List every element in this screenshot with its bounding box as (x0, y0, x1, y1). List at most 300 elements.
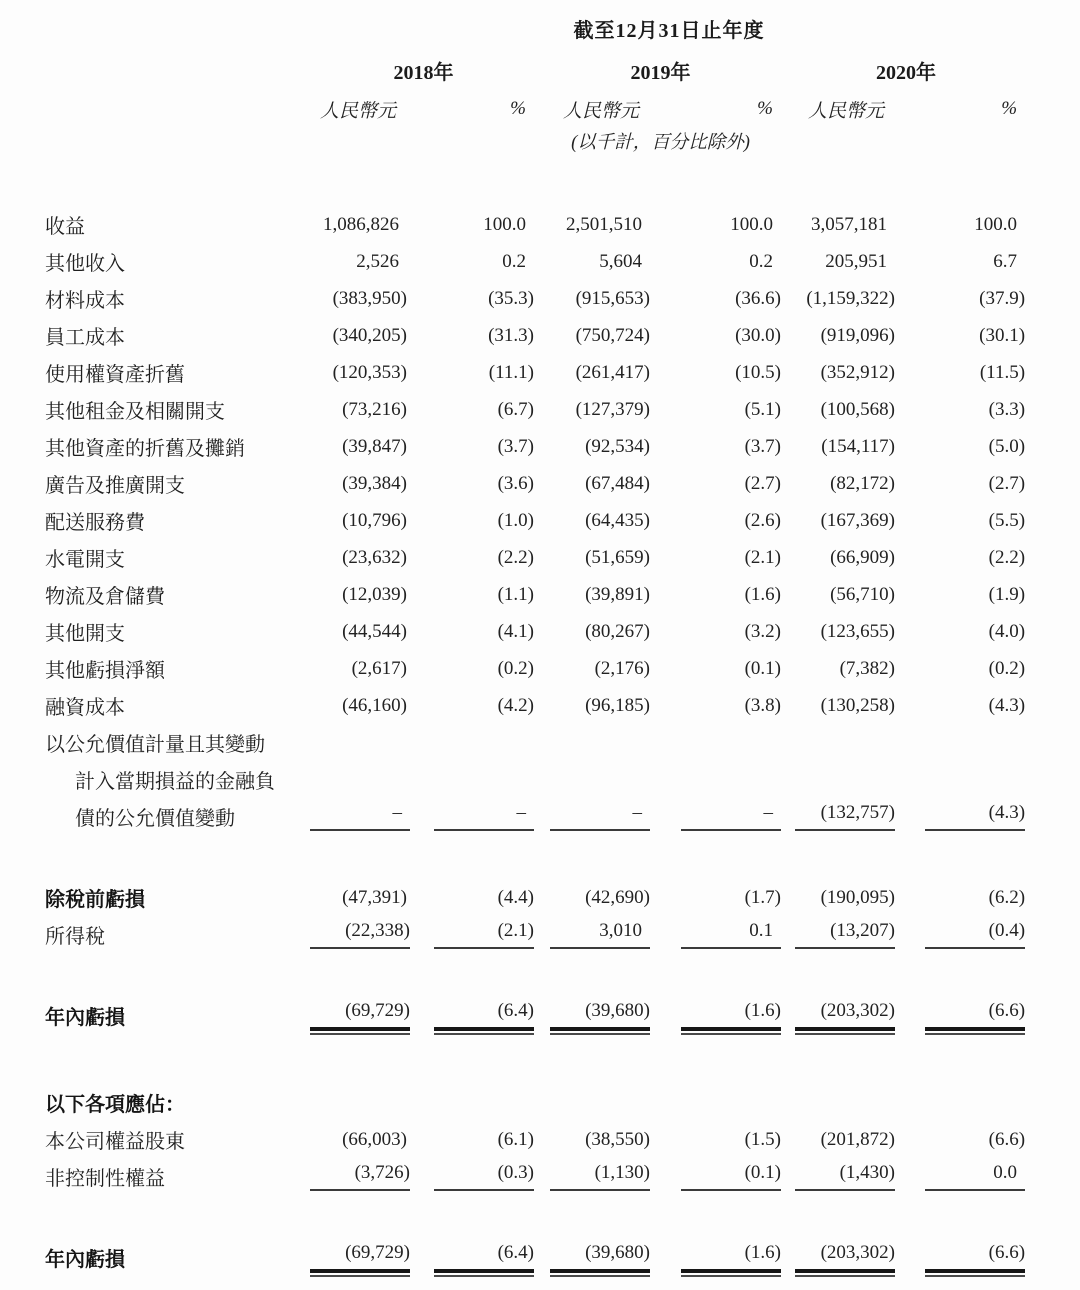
cell-value: (261,417) (575, 361, 650, 383)
double-rule (434, 1000, 534, 1031)
row-label: 材料成本 (45, 290, 125, 312)
cell-value: (1.5) (744, 1128, 781, 1150)
amount-2018-cell (310, 576, 410, 613)
cell-value: (10,796) (342, 509, 407, 531)
table-row (45, 502, 1028, 539)
pct-2020-cell (898, 539, 1028, 576)
amount-2018-cell (310, 1239, 410, 1276)
year-header-row (45, 50, 1028, 90)
amount-2020-cell (784, 1239, 898, 1276)
double-rule (681, 1242, 781, 1273)
row-label: 其他租金及相關開支 (45, 401, 225, 423)
amount-2018-cell (310, 354, 410, 391)
amount-2018-cell (310, 1084, 410, 1121)
pct-2018-cell (410, 317, 537, 354)
row-label: 其他收入 (45, 253, 125, 275)
header-spacer-cell (45, 14, 310, 50)
pct-2019-cell (653, 243, 784, 280)
amount-2020-cell (784, 354, 898, 391)
pct-2018-cell (410, 997, 537, 1034)
amount-2018-cell (310, 465, 410, 502)
amount-2019-cell (537, 687, 653, 724)
header-gap-cell (45, 158, 1028, 206)
pct-2020-cell (898, 206, 1028, 243)
pct-2018-cell (410, 539, 537, 576)
amount-2018-cell (310, 280, 410, 317)
cell-value: (2.7) (988, 472, 1026, 494)
cell-value: (38,550) (585, 1128, 650, 1150)
amount-2019-cell (537, 879, 653, 916)
row-label: 年內虧損 (45, 1007, 125, 1029)
pct-2020-cell (898, 280, 1028, 317)
amount-2020-cell (784, 391, 898, 428)
table-row (45, 428, 1028, 465)
amount-2020-cell (784, 798, 898, 835)
table-row (45, 1158, 1028, 1195)
cell-value: (6.7) (497, 398, 534, 420)
pct-2019-cell (653, 539, 784, 576)
cell-value: (190,095) (820, 886, 895, 908)
pct-2019-cell (653, 650, 784, 687)
spacer-row (45, 835, 1028, 879)
row-label: 非控制性權益 (45, 1168, 165, 1190)
pct-2018-cell (410, 576, 537, 613)
amount-2020-cell (784, 761, 898, 798)
spacer-row (45, 1195, 1028, 1239)
cell-value: (80,267) (585, 620, 650, 642)
amount-2019-cell (537, 1084, 653, 1121)
pct-2020-cell (898, 761, 1028, 798)
spacer-row (45, 1034, 1028, 1084)
double-rule (795, 1000, 895, 1031)
table-row (45, 354, 1028, 391)
cell-value: (39,891) (585, 583, 650, 605)
pct-2019-cell (653, 761, 784, 798)
single-rule (925, 802, 1025, 831)
header-spacer-cell (45, 128, 310, 158)
cell-value: (0.4) (988, 920, 1026, 941)
cell-value: (39,680) (585, 1000, 650, 1021)
cell-value: – (516, 802, 526, 823)
row-label: 以公允價值計量且其變動 (45, 734, 265, 756)
amount-2020-cell (784, 280, 898, 317)
amount-2019-cell (537, 1121, 653, 1158)
cell-value: (100,568) (820, 398, 895, 420)
pct-2019-cell (653, 576, 784, 613)
table-row (45, 997, 1028, 1034)
table-row (45, 1084, 1028, 1121)
row-label: 其他開支 (45, 623, 125, 645)
single-rule (434, 1162, 534, 1191)
single-rule (310, 802, 410, 831)
currency-header-2020: 人民幣元 (807, 100, 884, 122)
cell-value: (39,680) (585, 1242, 650, 1263)
pct-2018-cell (410, 1239, 537, 1276)
amount-2018-cell (310, 391, 410, 428)
period-header-row (45, 14, 1028, 50)
amount-2019-cell (537, 613, 653, 650)
cell-value: (2.6) (744, 509, 781, 531)
amount-2020-cell (784, 1121, 898, 1158)
cell-value: (127,379) (575, 398, 650, 420)
cell-value: (44,544) (342, 620, 407, 642)
amount-2018-cell (310, 206, 410, 243)
cell-value: 100.0 (974, 213, 1018, 235)
table-row (45, 724, 1028, 761)
header-spacer-cell (310, 128, 537, 158)
cell-value: (7,382) (839, 657, 895, 679)
pct-2018-cell (410, 280, 537, 317)
pct-2020-cell (898, 1121, 1028, 1158)
amount-2020-cell (784, 465, 898, 502)
amount-2018-cell (310, 502, 410, 539)
row-label: 配送服務費 (45, 512, 145, 534)
cell-value: 0.2 (749, 250, 773, 272)
cell-value: (1,430) (839, 1162, 895, 1183)
cell-value: (30.0) (735, 324, 781, 346)
row-label: 其他虧損淨額 (45, 660, 165, 682)
cell-value: (3.8) (744, 694, 781, 716)
single-rule (795, 802, 895, 831)
amount-2020-cell (784, 1084, 898, 1121)
cell-value: (42,690) (585, 886, 650, 908)
cell-value: (36.6) (735, 287, 781, 309)
pct-2020-cell (898, 1084, 1028, 1121)
cell-value: 3,057,181 (811, 213, 887, 235)
row-label: 所得稅 (45, 926, 105, 948)
pct-2018-cell (410, 1158, 537, 1195)
cell-value: (4.1) (497, 620, 534, 642)
amount-2019-cell (537, 280, 653, 317)
amount-2020-cell (784, 428, 898, 465)
cell-value: (1,159,322) (806, 287, 895, 309)
amount-2019-cell (537, 916, 653, 953)
cell-value: (130,258) (820, 694, 895, 716)
amount-2018-cell (310, 650, 410, 687)
pct-2019-cell (653, 317, 784, 354)
cell-value: (1.9) (988, 583, 1026, 605)
amount-2019-cell (537, 798, 653, 835)
spacer-cell (45, 953, 1028, 997)
currency-header-2018: 人民幣元 (319, 100, 396, 122)
pct-2018-cell (410, 613, 537, 650)
amount-2018-cell (310, 1158, 410, 1195)
cell-value: (154,117) (821, 435, 895, 457)
table-row (45, 879, 1028, 916)
double-rule (925, 1242, 1025, 1273)
pct-2018-cell (410, 798, 537, 835)
amount-2020-cell (784, 724, 898, 761)
cell-value: (1.7) (744, 886, 781, 908)
pct-2018-cell (410, 243, 537, 280)
row-label: 計入當期損益的金融負 (75, 771, 275, 793)
cell-value: (2.1) (497, 920, 534, 941)
amount-2019-cell (537, 391, 653, 428)
row-label: 員工成本 (45, 327, 125, 349)
cell-value: (2.7) (744, 472, 781, 494)
cell-value: (10.5) (735, 361, 781, 383)
pct-2018-cell (410, 1121, 537, 1158)
cell-value: (6.1) (497, 1128, 534, 1150)
pct-2018-cell (410, 761, 537, 798)
amount-2019-cell (537, 1239, 653, 1276)
currency-header-2019: 人民幣元 (562, 100, 639, 122)
pct-2019-cell (653, 465, 784, 502)
pct-2018-cell (410, 1084, 537, 1121)
pct-2020-cell (898, 391, 1028, 428)
cell-value: (352,912) (820, 361, 895, 383)
amount-2019-cell (537, 465, 653, 502)
pct-2018-cell (410, 391, 537, 428)
cell-value: (11.5) (979, 361, 1026, 383)
table-row (45, 650, 1028, 687)
cell-value: (203,302) (820, 1000, 895, 1021)
table-row (45, 687, 1028, 724)
income-statement-table (45, 14, 1028, 1276)
amount-2018-cell (310, 613, 410, 650)
spacer-row (45, 953, 1028, 997)
single-rule (434, 920, 534, 949)
spacer-cell (45, 835, 1028, 879)
cell-value: (69,729) (345, 1242, 410, 1263)
cell-value: (201,872) (820, 1128, 895, 1150)
pct-2020-cell (898, 354, 1028, 391)
single-rule (795, 920, 895, 949)
amount-2018-cell (310, 687, 410, 724)
cell-value: (750,724) (575, 324, 650, 346)
amount-2018-cell (310, 916, 410, 953)
cell-value: (12,039) (342, 583, 407, 605)
pct-2018-cell (410, 465, 537, 502)
pct-2020-cell (898, 613, 1028, 650)
row-label: 本公司權益股東 (45, 1131, 185, 1153)
cell-value: (120,353) (332, 361, 407, 383)
amount-2019-cell (537, 576, 653, 613)
cell-value: (6.4) (497, 1000, 534, 1021)
amount-2018-cell (310, 997, 410, 1034)
amount-2018-cell (310, 428, 410, 465)
pct-2020-cell (898, 576, 1028, 613)
single-rule (681, 802, 781, 831)
table-header (45, 14, 1028, 206)
cell-value: (13,207) (830, 920, 895, 941)
row-label: 廣告及推廣開支 (45, 475, 185, 497)
pct-2019-cell (653, 997, 784, 1034)
pct-2018-cell (410, 879, 537, 916)
pct-2019-cell (653, 391, 784, 428)
cell-value: (0.2) (988, 657, 1026, 679)
pct-2020-cell (898, 243, 1028, 280)
header-gap-row (45, 158, 1028, 206)
cell-value: (73,216) (342, 398, 407, 420)
amount-2020-cell (784, 687, 898, 724)
single-rule (795, 1162, 895, 1191)
row-label: 年內虧損 (45, 1249, 125, 1271)
pct-2019-cell (653, 879, 784, 916)
cell-value: (915,653) (575, 287, 650, 309)
cell-value: 100.0 (730, 213, 773, 235)
amount-2019-cell (537, 502, 653, 539)
pct-2019-cell (653, 1121, 784, 1158)
amount-2020-cell (784, 613, 898, 650)
pct-2020-cell (898, 724, 1028, 761)
percent-header-2019: % (757, 98, 773, 119)
single-rule (925, 1162, 1025, 1191)
cell-value: (3.2) (744, 620, 781, 642)
cell-value: (23,632) (342, 546, 407, 568)
pct-2019-cell (653, 280, 784, 317)
cell-value: – (392, 802, 402, 823)
pct-2018-cell (410, 428, 537, 465)
amount-2020-cell (784, 650, 898, 687)
single-rule (434, 802, 534, 831)
amount-2019-cell (537, 761, 653, 798)
cell-value: (6.4) (497, 1242, 534, 1263)
row-label: 融資成本 (45, 697, 125, 719)
table-row (45, 761, 1028, 798)
cell-value: 5,604 (599, 250, 642, 272)
cell-value: (0.1) (744, 657, 781, 679)
pct-2019-cell (653, 502, 784, 539)
cell-value: (3.7) (744, 435, 781, 457)
pct-2018-cell (410, 206, 537, 243)
table-row (45, 613, 1028, 650)
pct-2019-cell (653, 1084, 784, 1121)
pct-2020-cell (898, 879, 1028, 916)
table-row (45, 798, 1028, 835)
pct-2020-cell (898, 428, 1028, 465)
amount-2019-cell (537, 1158, 653, 1195)
cell-value: (1.6) (744, 1242, 781, 1263)
single-rule (681, 920, 781, 949)
cell-value: (132,757) (820, 802, 895, 823)
cell-value: (340,205) (332, 324, 407, 346)
cell-value: (4.2) (497, 694, 534, 716)
amount-2018-cell (310, 243, 410, 280)
pct-2020-cell (898, 1158, 1028, 1195)
amount-2019-cell (537, 317, 653, 354)
cell-value: (67,484) (585, 472, 650, 494)
cell-value: (82,172) (830, 472, 895, 494)
row-label: 收益 (45, 216, 85, 238)
cell-value: – (763, 802, 773, 823)
cell-value: (51,659) (585, 546, 650, 568)
cell-value: (2.1) (744, 546, 781, 568)
pct-2018-cell (410, 502, 537, 539)
table-row (45, 539, 1028, 576)
cell-value: 3,010 (599, 920, 642, 941)
single-rule (550, 920, 650, 949)
year-header-2020: 2020年 (876, 61, 937, 84)
cell-value: (919,096) (820, 324, 895, 346)
cell-value: (39,384) (342, 472, 407, 494)
amount-2020-cell (784, 879, 898, 916)
header-spacer-cell (45, 50, 310, 90)
cell-value: (92,534) (585, 435, 650, 457)
pct-2020-cell (898, 798, 1028, 835)
double-rule (310, 1000, 410, 1031)
table-row (45, 916, 1028, 953)
cell-value: (2.2) (988, 546, 1026, 568)
cell-value: (123,655) (820, 620, 895, 642)
cell-value: (0.2) (497, 657, 534, 679)
row-label: 水電開支 (45, 549, 125, 571)
pct-2018-cell (410, 916, 537, 953)
period-header: 截至12月31日止年度 (573, 20, 765, 42)
amount-2018-cell (310, 317, 410, 354)
pct-2020-cell (898, 502, 1028, 539)
cell-value: (3.6) (497, 472, 534, 494)
cell-value: (66,909) (830, 546, 895, 568)
cell-value: (30.1) (979, 324, 1026, 346)
pct-2019-cell (653, 354, 784, 391)
double-rule (310, 1242, 410, 1273)
currency-percent-header-row (45, 90, 1028, 128)
cell-value: (6.2) (988, 886, 1026, 908)
cell-value: 205,951 (825, 250, 887, 272)
pct-2020-cell (898, 997, 1028, 1034)
amount-2019-cell (537, 206, 653, 243)
pct-2018-cell (410, 650, 537, 687)
double-rule (550, 1242, 650, 1273)
cell-value: (1,130) (594, 1162, 650, 1183)
amount-2020-cell (784, 539, 898, 576)
row-label: 其他資產的折舊及攤銷 (45, 438, 245, 460)
amount-2018-cell (310, 798, 410, 835)
row-label: 使用權資產折舊 (45, 364, 185, 386)
amount-2018-cell (310, 761, 410, 798)
cell-value: (47,391) (342, 886, 407, 908)
double-rule (550, 1000, 650, 1031)
amount-2019-cell (537, 650, 653, 687)
amount-2019-cell (537, 428, 653, 465)
unit-note-row (45, 128, 1028, 158)
row-label: 債的公允價值變動 (75, 808, 235, 830)
pct-2019-cell (653, 724, 784, 761)
table-row (45, 243, 1028, 280)
cell-value: (4.0) (988, 620, 1026, 642)
cell-value: (3.7) (497, 435, 534, 457)
cell-value: (11.1) (488, 361, 534, 383)
table-row (45, 1121, 1028, 1158)
double-rule (795, 1242, 895, 1273)
double-rule (925, 1000, 1025, 1031)
spacer-cell (45, 1195, 1028, 1239)
year-header-2018: 2018年 (393, 61, 454, 84)
double-rule (434, 1242, 534, 1273)
table-row (45, 391, 1028, 428)
pct-2019-cell (653, 428, 784, 465)
amount-2020-cell (784, 317, 898, 354)
cell-value: 1,086,826 (323, 213, 399, 235)
cell-value: (6.6) (988, 1128, 1026, 1150)
pct-2019-cell (653, 206, 784, 243)
single-rule (550, 802, 650, 831)
header-spacer-cell (45, 90, 310, 128)
pct-2020-cell (898, 687, 1028, 724)
cell-value: (5.1) (744, 398, 781, 420)
pct-2020-cell (898, 650, 1028, 687)
pct-2019-cell (653, 798, 784, 835)
table-row (45, 280, 1028, 317)
row-label: 物流及倉儲費 (45, 586, 165, 608)
cell-value: (383,950) (332, 287, 407, 309)
cell-value: (1.6) (744, 583, 781, 605)
table-row (45, 465, 1028, 502)
cell-value: 0.2 (502, 250, 526, 272)
cell-value: 100.0 (483, 213, 526, 235)
amount-2018-cell (310, 879, 410, 916)
